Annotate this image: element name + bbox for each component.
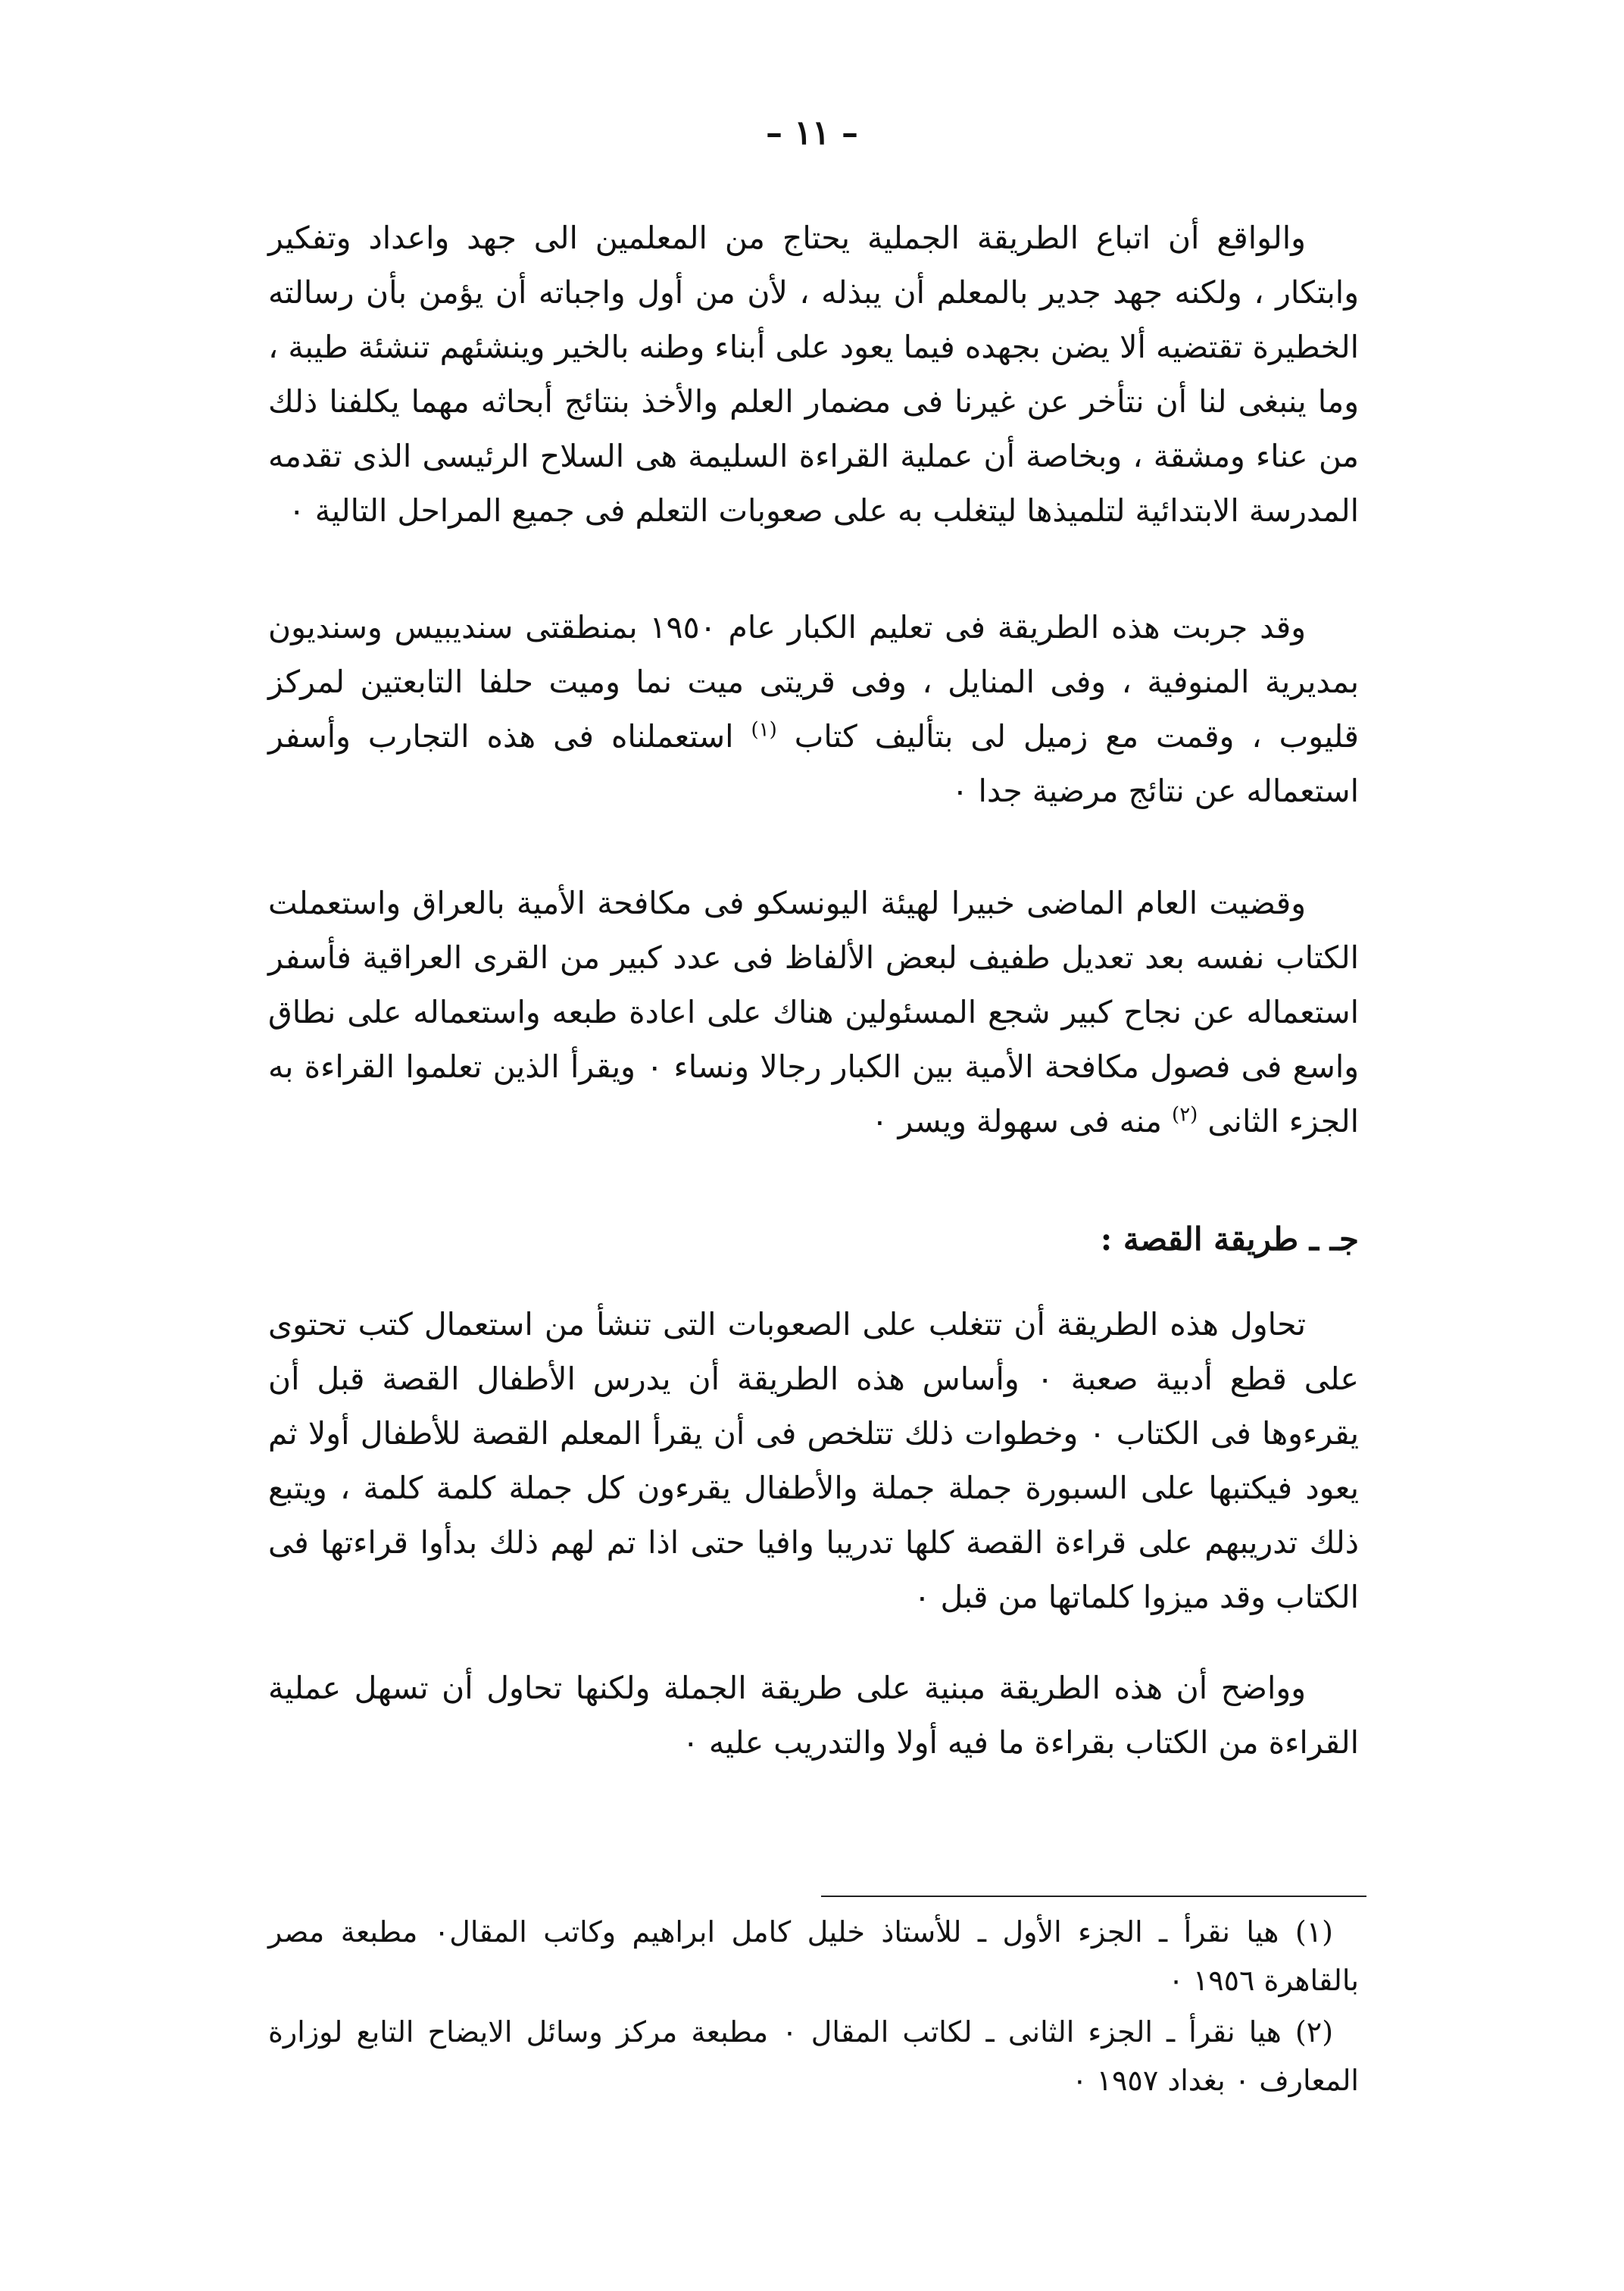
footnote-2: (٢) هيا نقرأ ـ الجزء الثانى ـ لكاتب المقال ٠ مطبعة مركز وسائل الايضاح التابع لوزارة المعارف ٠ بغداد ١٩٥٧ ٠ [268,2015,1359,2097]
section-heading: جـ ـ طريقة القصة : [1100,1221,1359,1258]
paragraph-spacing [268,1149,1359,1212]
footnote-reference-1: (١) [751,718,777,742]
paragraph-1: والواقع أن اتباع الطريقة الجملية يحتاج من المعلمين الى جهد واعداد وتفكير وابتكار ، ولكنه جهد جدير بالمعلم أن يبذله ، لأن من أول واجباته أن يؤمن بأن رسالته الخطيرة تقتضيه ألا يضن بجهده فيما يعود على أبناء وطنه بالخير وينشئهم تنشئة طيبة ، وما ينبغى لنا أن نتأخر عن غيرنا فى مضمار العلم والأخذ بنتائج أبحاثه مهما يكلفنا ذلك من عناء ومشقة ، وبخاصة أن عملية القراءة السليمة هى السلاح الرئيسى الذى تقدمه المدرسة الابتدائية لتلميذها ليتغلب به على صعوبات التعلم فى جميع المراحل التالية ٠ [268,220,1359,529]
paragraph-2 [268,600,1359,818]
paragraph-3-text-before: وقضيت العام الماضى خبيرا لهيئة اليونسكو فى مكافحة الأمية بالعراق واستعملت الكتاب نفسه بعد تعديل طفيف لبعض الألفاظ فى عدد كبير من القرى العراقية فأسفر استعماله عن نجاح كبير شجع المسئولين هناك على اعادة طبعه واستعماله على نطاق واسع فى فصول مكافحة الأمية بين الكبار رجالا ونساء ٠ ويقرأ الذين تعلموا القراءة به الجزء الثانى [268,885,1360,1139]
main-text [268,211,1359,1770]
paragraph-2-text-before: وقد جربت هذه الطريقة فى تعليم الكبار عام ١٩٥٠ بمنطقتى سنديبيس وسنديون بمديرية المنوفية ، وفى المنايل ، وفى قريتى ميت نما وميت حلفا التابعتين لمركز قليوب ، وقمت مع زميل لى بتأليف كتاب [268,609,1359,755]
footnote-1: (١) هيا نقرأ ـ الجزء الأول ـ للأستاذ خليل كامل ابراهيم وكاتب المقال٠ مطبعة مصر بالقاهرة ١٩٥٦ ٠ [268,1915,1359,1997]
paragraph-spacing [268,1624,1359,1661]
footnotes [268,1908,1359,2108]
footnote-divider [821,1896,1366,1897]
section-paragraph-2: وواضح أن هذه الطريقة مبنية على طريقة الجملة ولكنها تحاول أن تسهل عملية القراءة من الكتاب بقراءة ما فيه أولا والتدريب عليه ٠ [268,1670,1359,1761]
paragraph-spacing [268,538,1359,600]
page-number: – ١١ – [766,114,858,152]
paragraph-spacing [268,818,1359,876]
section-paragraph-1: تحاول هذه الطريقة أن تتغلب على الصعوبات التى تنشأ من استعمال كتب تحتوى على قطع أدبية صعبة ٠ وأساس هذه الطريقة أن يدرس الأطفال القصة قبل أن يقرءوها فى الكتاب ٠ وخطوات ذلك تتلخص فى أن يقرأ المعلم القصة للأطفال أولا ثم يعود فيكتبها على السبورة جملة جملة والأطفال يقرءون كل جملة كلمة كلمة ، ويتبع ذلك تدريبهم على قراءة القصة كلها تدريبا وافيا حتى اذا تم لهم ذلك بدأوا قراءتها فى الكتاب وقد ميزوا كلماتها من قبل ٠ [268,1306,1359,1615]
paragraph-3-text-after: منه فى سهولة ويسر ٠ [871,1103,1162,1139]
heading-spacing [268,1267,1359,1297]
paragraph-3 [268,876,1359,1149]
footnote-reference-2: (٢) [1172,1103,1198,1127]
paragraph-2-text-after: استعملناه فى هذه التجارب وأسفر استعماله عن نتائج مرضية جدا ٠ [268,718,1359,809]
